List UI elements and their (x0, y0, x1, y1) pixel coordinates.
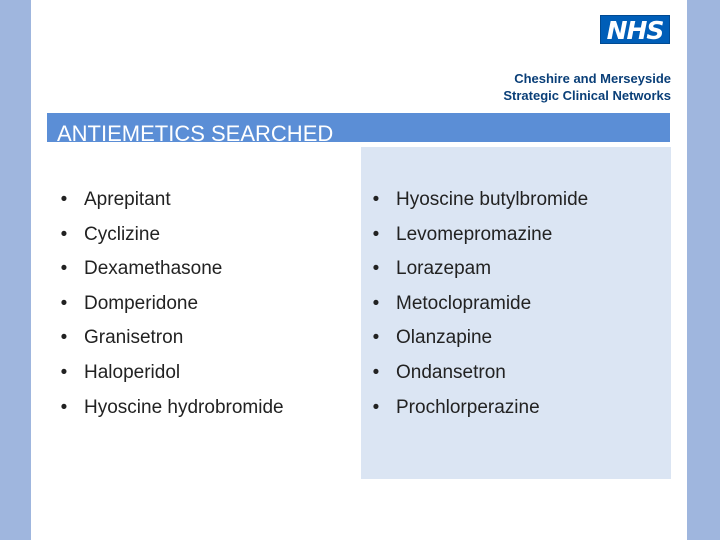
bullet-icon: • (372, 189, 380, 210)
bullet-icon: • (372, 361, 380, 383)
bullet-icon: • (60, 327, 68, 349)
drug-name: Levomepromazine (396, 223, 553, 245)
drug-name: Cyclizine (84, 223, 161, 245)
slide-title: ANTIEMETICS SEARCHED (57, 121, 334, 146)
bullet-icon: • (60, 223, 68, 245)
drug-name: Aprepitant (84, 189, 171, 210)
list-item (369, 391, 588, 426)
bullet-icon: • (60, 361, 68, 383)
bullet-icon: • (60, 189, 68, 210)
right-drug-list (369, 183, 588, 425)
drug-name: Domperidone (84, 292, 199, 314)
bullet-icon: • (372, 292, 380, 314)
list-item (57, 183, 284, 218)
bullet-icon: • (372, 258, 380, 280)
organization-name (503, 70, 671, 104)
list-item (57, 287, 284, 322)
organization-line-2: Strategic Clinical Networks (503, 88, 671, 103)
nhs-logo: NHS (600, 15, 670, 44)
list-item (369, 356, 588, 391)
drug-name: Granisetron (84, 327, 184, 349)
drug-name: Metoclopramide (396, 292, 532, 314)
drug-name: Dexamethasone (84, 258, 223, 280)
bullet-icon: • (60, 396, 68, 418)
list-item (369, 287, 588, 322)
drug-name: Lorazepam (396, 258, 492, 280)
list-item (369, 252, 588, 287)
bullet-icon: • (372, 223, 380, 245)
left-drug-list (57, 183, 284, 425)
list-item (57, 356, 284, 391)
bullet-icon: • (372, 396, 380, 418)
slide (31, 0, 687, 540)
bullet-icon: • (60, 292, 68, 314)
bullet-icon: • (372, 327, 380, 349)
list-item (369, 321, 588, 356)
list-item (369, 183, 588, 218)
organization-line-1: Cheshire and Merseyside (514, 71, 671, 86)
bullet-icon: • (60, 258, 68, 280)
list-item (57, 218, 284, 253)
drug-name: Haloperidol (84, 361, 181, 383)
drug-name: Olanzapine (396, 327, 493, 349)
list-item (57, 391, 284, 426)
drug-name: Ondansetron (396, 361, 506, 383)
list-item (57, 321, 284, 356)
drug-name: Prochlorperazine (396, 396, 540, 418)
list-item (369, 218, 588, 253)
list-item (57, 252, 284, 287)
drug-name: Hyoscine butylbromide (396, 189, 589, 210)
drug-name: Hyoscine hydrobromide (84, 396, 284, 418)
